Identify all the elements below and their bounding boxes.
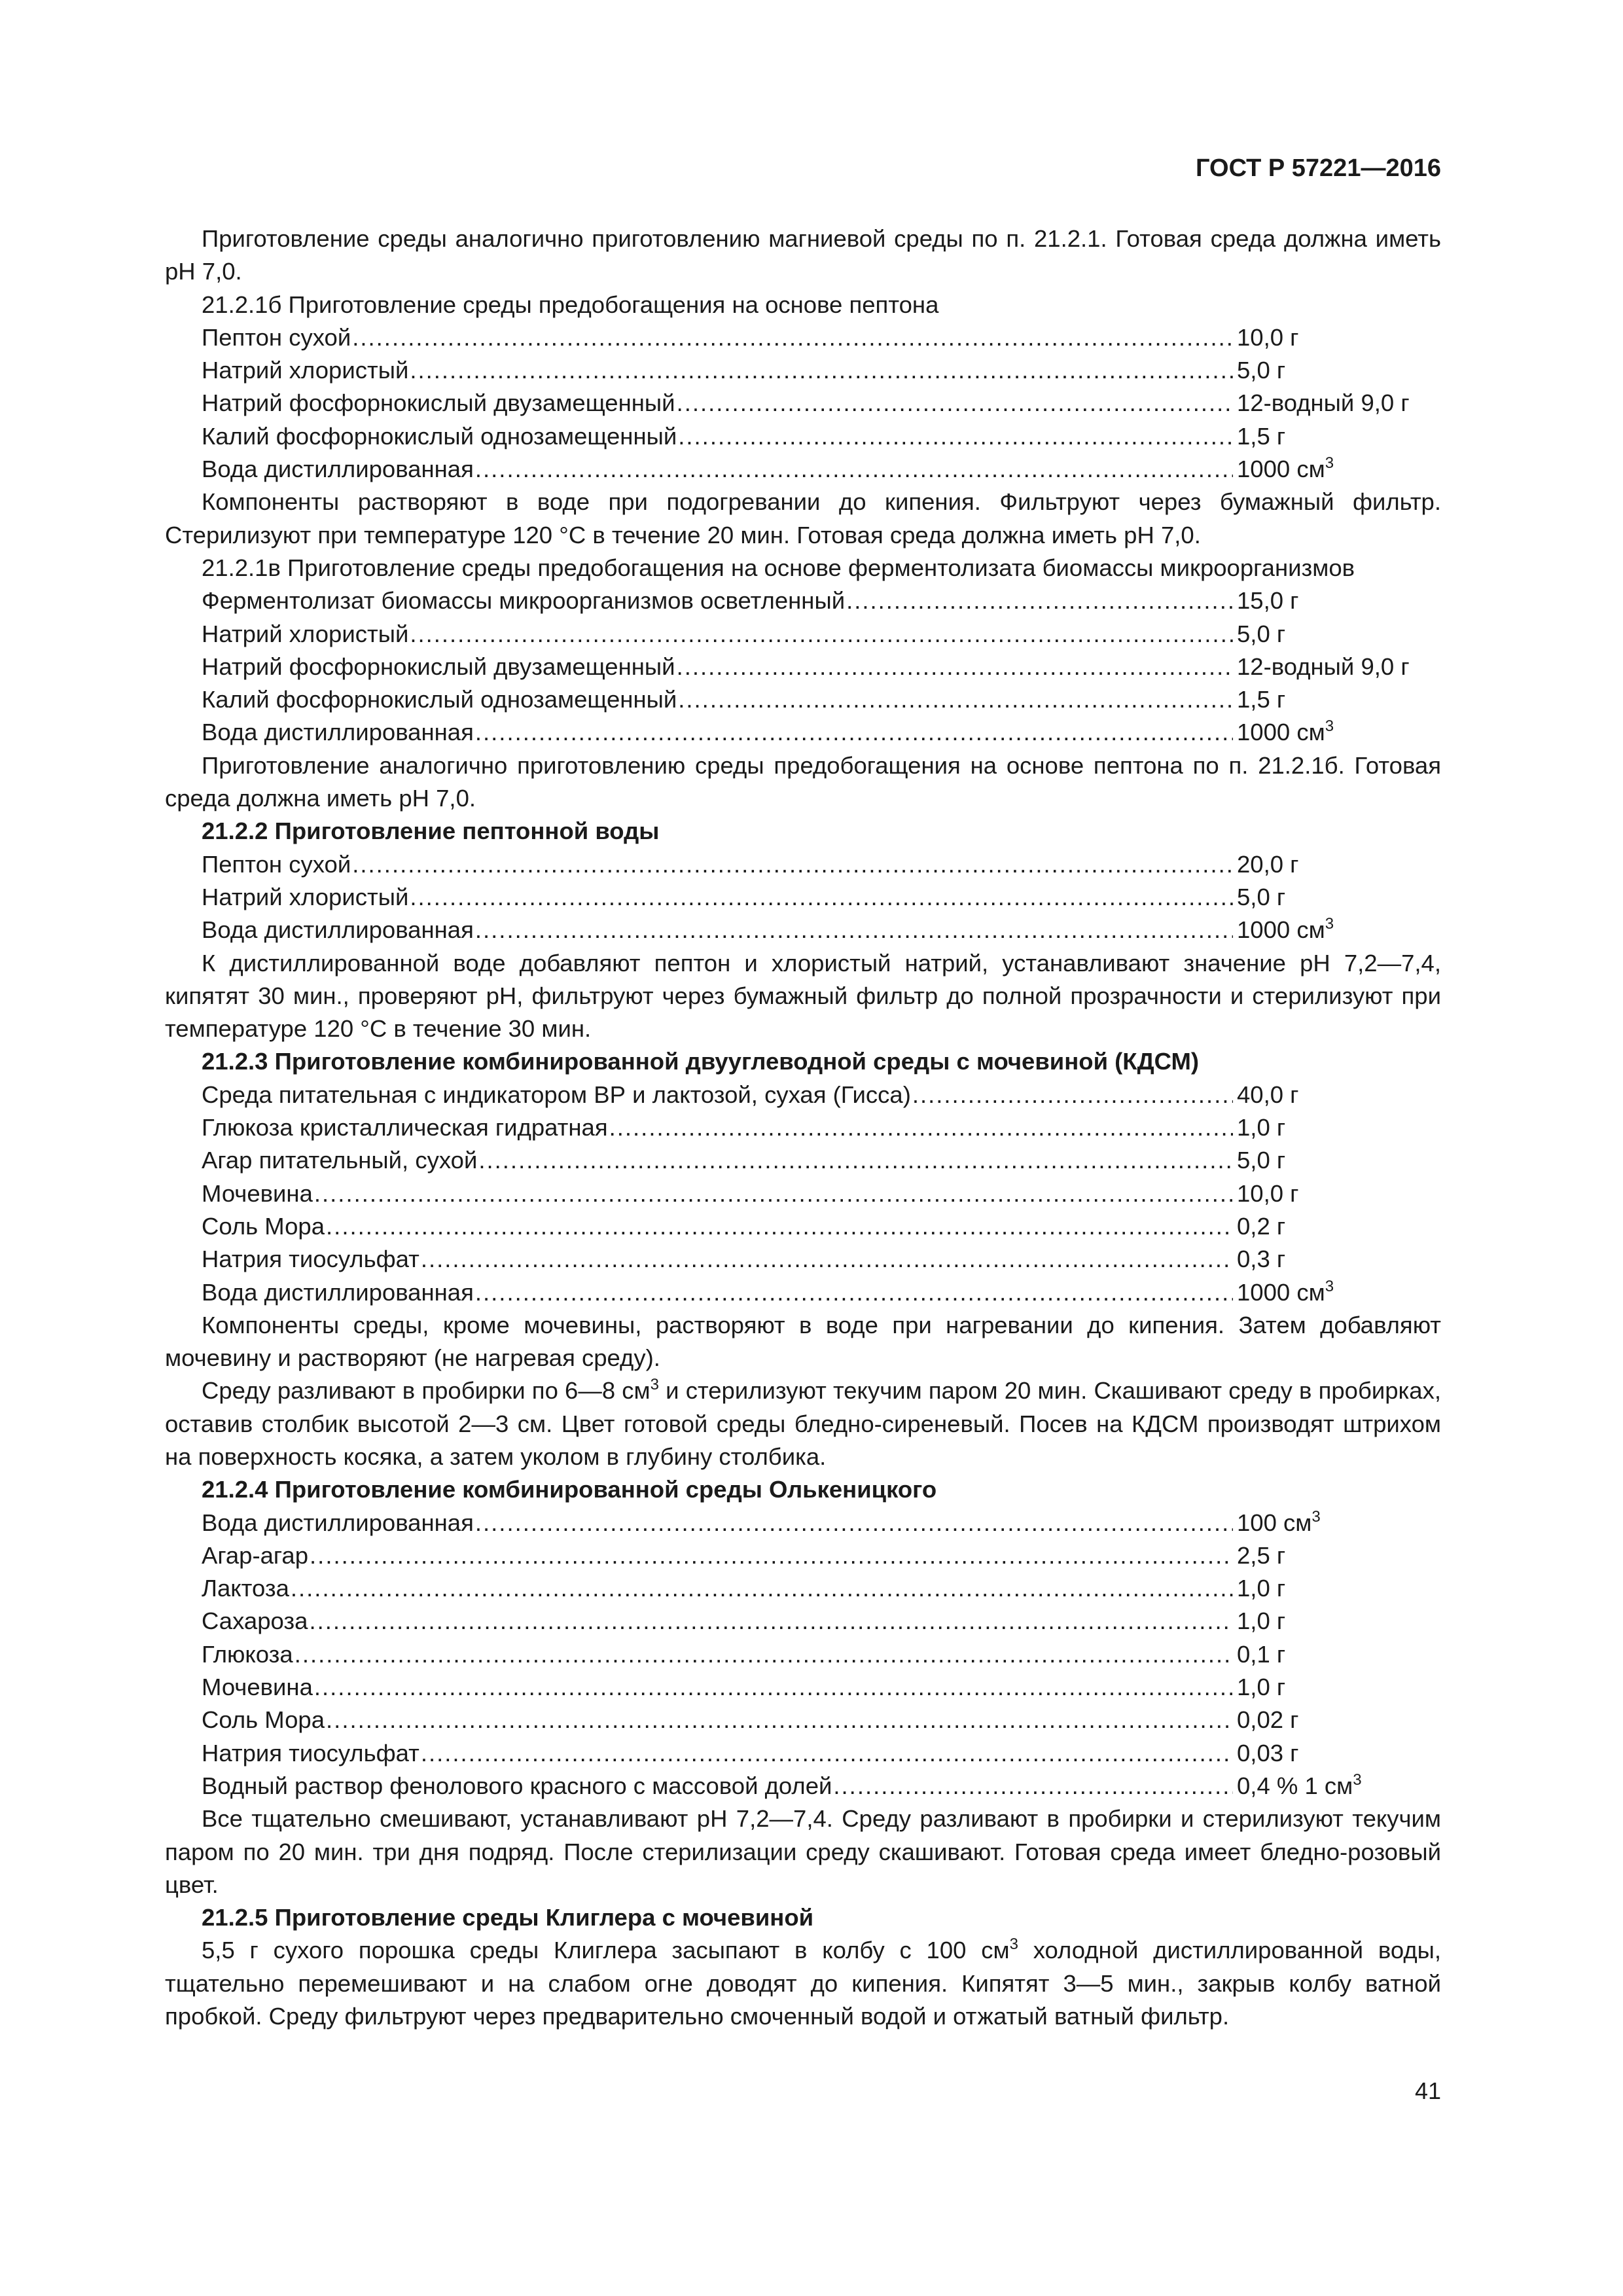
ingredient-name: Натрий хлористый (202, 357, 409, 384)
ingredient-name: Соль Мора (202, 1212, 325, 1240)
ingredient-name: Лактоза (202, 1575, 289, 1602)
recipe-row (202, 618, 1441, 651)
recipe-row (202, 387, 1441, 420)
ingredient-name: Мочевина (202, 1674, 313, 1701)
dot-leader (326, 1704, 1233, 1736)
ingredient-name: Пептон сухой (202, 323, 351, 351)
ingredient-amount: 15,0 г (1237, 587, 1299, 615)
ingredient-name: Натрия тиосульфат (202, 1739, 419, 1767)
dot-leader (314, 1177, 1233, 1210)
document-header: ГОСТ Р 57221—2016 (1196, 154, 1441, 182)
ingredient-amount: 10,0 г (1237, 323, 1299, 351)
recipe-row (202, 453, 1441, 486)
ingredient-amount: 40,0 г (1237, 1081, 1299, 1108)
dot-leader (310, 1539, 1233, 1572)
recipe-row (202, 1243, 1441, 1276)
recipe-row (202, 1539, 1441, 1572)
paragraph: 5,5 г сухого порошка среды Клиглера засыпают в колбу с 100 $см^3$ холодной дистиллированной воды, тщательно перемешивают и на слабом огне доводят до кипения. Кипятят 3—5 мин., закрыв колбу ватной пробкой. Среду фильтруют через предварительно смоченный водой и отжатый ватный фильтр. (165, 1935, 1441, 2030)
ingredient-name: Сахароза (202, 1607, 308, 1635)
recipe-row (202, 1507, 1441, 1539)
recipe-row (202, 584, 1441, 617)
recipe-row (202, 1737, 1441, 1770)
dot-leader (314, 1671, 1233, 1704)
dot-leader (609, 1111, 1233, 1144)
recipe-row (202, 321, 1441, 354)
recipe-row (202, 420, 1441, 453)
section-heading: 21.2.1б Приготовление среды предобогащения на основе пептона (202, 291, 939, 318)
ingredient-name: Мочевина (202, 1179, 313, 1207)
dot-leader (912, 1079, 1233, 1111)
ingredient-name: Калий фосфорнокислый однозамещенный (202, 686, 677, 713)
dot-leader (410, 618, 1233, 651)
dot-leader (677, 651, 1233, 683)
dot-leader (352, 848, 1233, 881)
ingredient-name: Вода дистиллированная (202, 916, 474, 944)
ingredient-name: Вода дистиллированная (202, 1278, 474, 1306)
ingredient-name: Глюкоза (202, 1640, 293, 1668)
page-number: 41 (1414, 2077, 1441, 2104)
recipe-row (202, 651, 1441, 683)
dot-leader (421, 1737, 1233, 1770)
dot-leader (421, 1243, 1233, 1276)
dot-leader (326, 1210, 1233, 1243)
recipe-row (202, 881, 1441, 914)
ingredient-name: Ферментолизат биомассы микроорганизмов осветленный (202, 587, 846, 615)
paragraph: 21.2.1в Приготовление среды предобогащения на основе ферментолизата биомассы микроорганизмов (202, 554, 1355, 581)
recipe-row (202, 914, 1441, 946)
section-heading: 21.2.2 Приготовление пептонной воды (202, 817, 660, 845)
recipe-row (202, 1671, 1441, 1704)
ingredient-amount: 1,0 г (1237, 1607, 1286, 1635)
ingredient-amount: 1000 $см^3$ (1237, 1277, 1334, 1306)
dot-leader (677, 387, 1233, 420)
ingredient-amount: 5,0 г (1237, 1147, 1286, 1174)
ingredient-name: Водный раствор фенолового красного с массовой долей (202, 1772, 832, 1799)
dot-leader (291, 1572, 1233, 1605)
ingredient-amount: 100 $см^3$ (1237, 1507, 1321, 1536)
dot-leader (475, 1276, 1233, 1309)
ingredient-name: Глюкоза кристаллическая гидратная (202, 1114, 608, 1141)
recipe-row (202, 1111, 1441, 1144)
recipe-row (202, 1572, 1441, 1605)
paragraph: Приготовление аналогично приготовлению среды предобогащения на основе пептона по п. 21.2.1б. Готовая среда должна иметь pH 7,0. (165, 751, 1441, 812)
recipe-row (202, 1144, 1441, 1177)
ingredient-amount: 0,2 г (1237, 1212, 1286, 1240)
ingredient-name: Агар-агар (202, 1541, 309, 1569)
ingredient-name: Натрия тиосульфат (202, 1246, 419, 1273)
recipe-row (202, 1276, 1441, 1309)
recipe-row (202, 683, 1441, 716)
ingredient-amount: 5,0 г (1237, 620, 1286, 647)
ingredient-amount: 5,0 г (1237, 883, 1286, 910)
paragraph: Компоненты растворяют в воде при подогревании до кипения. Фильтруют через бумажный фильтр. Стерилизуют при температуре 120 °С в течение 20 мин. Готовая среда должна иметь pH 7,0. (165, 488, 1441, 548)
dot-leader (678, 420, 1233, 453)
paragraph: Все тщательно смешивают, устанавливают pH 7,2—7,4. Среду разливают в пробирки и стерилизуют текучим паром по 20 мин. три дня подряд. После стерилизации среду скашивают. Готовая среда имеет бледно-розовый цвет. (165, 1805, 1441, 1898)
dot-leader (352, 321, 1233, 354)
dot-leader (475, 453, 1233, 486)
ingredient-amount: 1000 $см^3$ (1237, 454, 1334, 483)
dot-leader (833, 1770, 1233, 1803)
ingredient-amount: 1,0 г (1237, 1575, 1286, 1602)
dot-leader (410, 354, 1233, 387)
paragraph: К дистиллированной воде добавляют пептон и хлористый натрий, устанавливают значение pH 7,2—7,4, кипятят 30 мин., проверяют pH, фильтруют через бумажный фильтр до полной прозрачности и стерилизуют при температуре 120 °С в течение 30 мин. (165, 949, 1441, 1043)
recipe-row (202, 1177, 1441, 1210)
recipe-row (202, 1605, 1441, 1638)
dot-leader (475, 1507, 1233, 1539)
ingredient-name: Вода дистиллированная (202, 456, 474, 483)
ingredient-name: Калий фосфорнокислый однозамещенный (202, 422, 677, 450)
ingredient-name: Агар питательный, сухой (202, 1147, 478, 1174)
recipe-row (202, 1704, 1441, 1736)
ingredient-amount: 1,5 г (1237, 686, 1286, 713)
ingredient-name: Натрий хлористый (202, 883, 409, 910)
recipe-row (202, 716, 1441, 749)
ingredient-amount: 1,0 г (1237, 1674, 1286, 1701)
ingredient-name: Вода дистиллированная (202, 719, 474, 746)
ingredient-amount: 1,5 г (1237, 422, 1286, 450)
dot-leader (309, 1605, 1233, 1638)
ingredient-name: Натрий фосфорнокислый двузамещенный (202, 389, 675, 417)
recipe-row (202, 1079, 1441, 1111)
ingredient-amount: 12-водный 9,0 г (1237, 653, 1410, 680)
ingredient-amount: 0,4 % 1 $см^3$ (1237, 1770, 1362, 1799)
ingredient-name: Вода дистиллированная (202, 1509, 474, 1536)
dot-leader (475, 914, 1233, 946)
ingredient-amount: 0,03 г (1237, 1739, 1299, 1767)
dot-leader (410, 881, 1233, 914)
recipe-row (202, 1638, 1441, 1671)
recipe-row (202, 1770, 1441, 1803)
ingredient-amount: 10,0 г (1237, 1179, 1299, 1207)
paragraph: Приготовление среды аналогично приготовлению магниевой среды по п. 21.2.1. Готовая среда должна иметь pH 7,0. (165, 225, 1441, 285)
ingredient-amount: 1,0 г (1237, 1114, 1286, 1141)
ingredient-name: Среда питательная с индикатором ВР и лактозой, сухая (Гисса) (202, 1081, 911, 1108)
ingredient-amount: 0,1 г (1237, 1640, 1286, 1668)
paragraph: Компоненты среды, кроме мочевины, растворяют в воде при нагревании до кипения. Затем добавляют мочевину и растворяют (не нагревая среду). (165, 1311, 1441, 1372)
ingredient-name: Пептон сухой (202, 850, 351, 878)
ingredient-amount: 0,3 г (1237, 1246, 1286, 1273)
section-heading: 21.2.3 Приготовление комбинированной двууглеводной среды с мочевиной (КДСМ) (202, 1048, 1200, 1075)
dot-leader (678, 683, 1233, 716)
ingredient-amount: 2,5 г (1237, 1541, 1286, 1569)
section-heading: 21.2.5 Приготовление среды Клиглера с мочевиной (202, 1904, 814, 1931)
paragraph: Среду разливают в пробирки по 6—8 $см^3$ и стерилизуют текучим паром 20 мин. Скашивают среду в пробирках, оставив столбик высотой 2—3 см. Цвет готовой среды бледно-сиреневый. Посев на КДСМ производят штрихом на поверхность косяка, а затем уколом в глубину столбика. (165, 1376, 1441, 1470)
recipe-row (202, 1210, 1441, 1243)
dot-leader (475, 716, 1233, 749)
recipe-row (202, 848, 1441, 881)
ingredient-amount: 5,0 г (1237, 357, 1286, 384)
dot-leader (294, 1638, 1233, 1671)
recipe-row (202, 354, 1441, 387)
ingredient-amount: 0,02 г (1237, 1706, 1299, 1734)
ingredient-name: Натрий фосфорнокислый двузамещенный (202, 653, 675, 680)
ingredient-amount: 20,0 г (1237, 850, 1299, 878)
dot-leader (846, 584, 1233, 617)
ingredient-name: Соль Мора (202, 1706, 325, 1734)
section-heading: 21.2.4 Приготовление комбинированной среды Олькеницкого (202, 1476, 937, 1503)
ingredient-amount: 12-водный 9,0 г (1237, 389, 1410, 417)
ingredient-name: Натрий хлористый (202, 620, 409, 647)
dot-leader (478, 1144, 1233, 1177)
ingredient-amount: 1000 $см^3$ (1237, 717, 1334, 746)
ingredient-amount: 1000 $см^3$ (1237, 915, 1334, 944)
